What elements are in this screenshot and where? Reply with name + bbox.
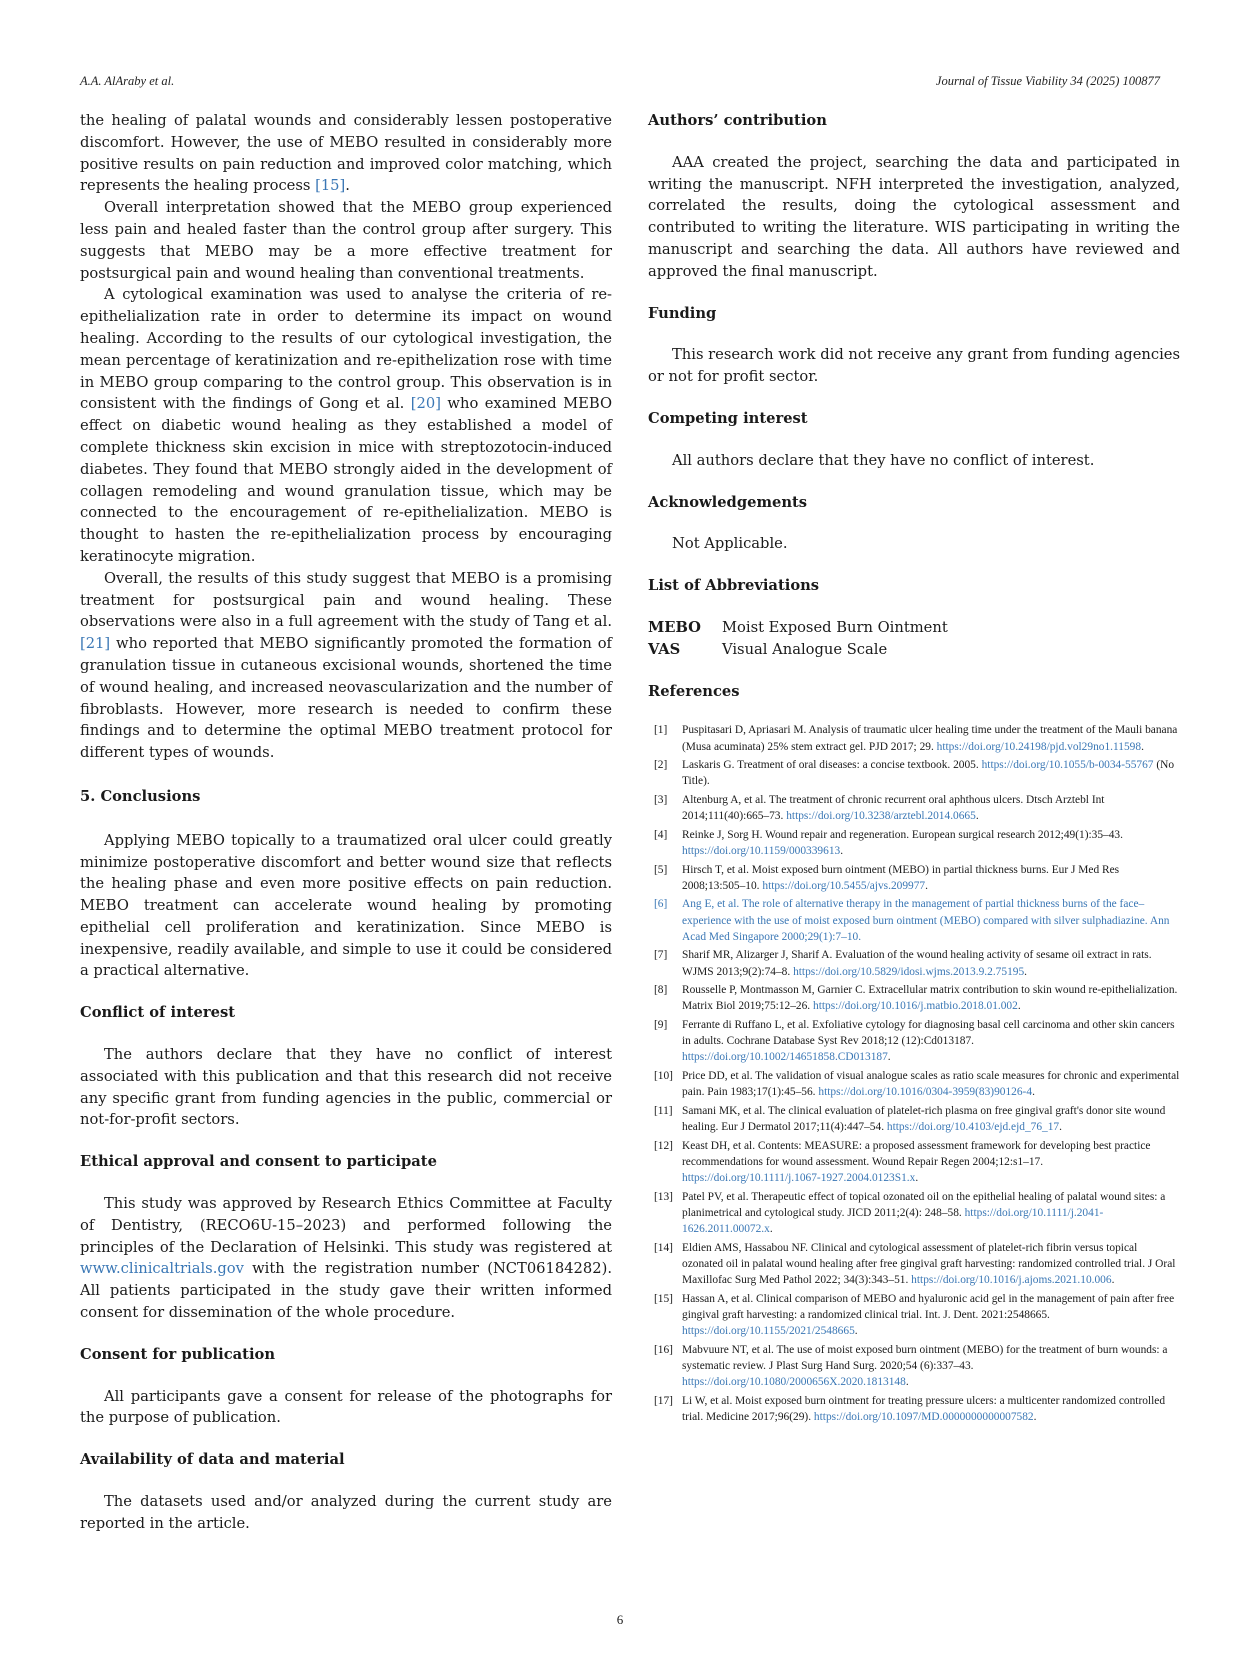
reference-text: Mabvuure NT, et al. The use of moist exposed burn ointment (MEBO) for the treatment of burn wounds: a systematic review. J Plast Surg Hand Surg. 2020;54 (6):337–43. — [682, 1343, 1168, 1372]
reference-list — [648, 722, 1180, 1425]
paragraph: All authors declare that they have no conflict of interest. — [672, 451, 1095, 469]
reference-number: [2] — [654, 759, 668, 772]
page-number: 6 — [616, 1612, 624, 1627]
reference-item — [648, 1393, 1180, 1425]
doi-link[interactable]: https://doi.org/10.1111/j.1067-1927.2004.0123S1.x — [682, 1171, 916, 1184]
reference-tail: . — [905, 1375, 909, 1388]
reference-number: [17] — [654, 1394, 673, 1407]
reference-tail: . — [1024, 965, 1028, 978]
abbreviation-list — [648, 617, 1180, 661]
reference-item — [648, 947, 1180, 979]
doi-link[interactable]: https://doi.org/10.1080/2000656X.2020.1813148 — [682, 1375, 906, 1388]
reference-item — [648, 1342, 1180, 1391]
paragraph-text: . — [345, 177, 350, 195]
reference-tail: . — [1017, 1000, 1021, 1013]
section-heading-consent: Consent for publication — [80, 1345, 275, 1363]
citation-link[interactable]: [20] — [410, 395, 441, 413]
reference-tail: . — [1141, 740, 1144, 753]
reference-text: Li W, et al. Moist exposed burn ointment for treating pressure ulcers: a multicenter randomized controlled trial. Medicine 2017;96(29). — [682, 1394, 1166, 1423]
section-heading-acknowledgements: Acknowledgements — [648, 493, 808, 511]
reference-number: [12] — [654, 1139, 673, 1152]
paragraph: Overall interpretation showed that the MEBO group experienced less pain and healed faster than the control group after surgery. This suggests that MEBO may be a more effective treatment for postsurgical pain and wound healing than conventional treatments. — [80, 199, 612, 282]
doi-link[interactable]: https://doi.org/10.1111/j.2041-1626.2011.00072.x — [682, 1206, 1104, 1235]
paragraph-text: with the registration number (NCT06184282). All patients participated in the study gave their written informed consent for dissemination of the whole procedure. — [80, 1260, 612, 1322]
citation-link[interactable]: [21] — [80, 635, 111, 653]
clinicaltrials-link[interactable]: www.clinicaltrials.gov — [80, 1260, 244, 1278]
doi-link[interactable]: https://doi.org/10.24198/pjd.vol29no1.11598 — [936, 740, 1142, 753]
paragraph-text: who reported that MEBO significantly promoted the formation of granulation tissue in cutaneous excisional wounds, shortened the time of wound healing, and increased neovascularization and the number of fibroblasts. However, more research is needed to confirm these findings and to determine the optimal MEBO treatment protocol for different types of wounds. — [80, 635, 612, 762]
reference-number: [5] — [654, 863, 668, 876]
reference-number: [3] — [654, 793, 668, 806]
reference-text: Hassan A, et al. Clinical comparison of MEBO and hyaluronic acid gel in the management of pain after free gingival graft harvesting: a randomized clinical trial. Int. J. Dent. 2021:2548665. — [682, 1292, 1175, 1321]
paragraph — [80, 568, 612, 764]
reference-item — [648, 1138, 1180, 1187]
reference-tail: . — [1059, 1120, 1062, 1133]
section-heading-references: References — [648, 682, 740, 700]
reference-text: Samani MK, et al. The clinical evaluation of platelet-rich plasma on free gingival graft's donor site wound healing. Eur J Dermatol 2017;11(4):447–54. — [682, 1104, 1166, 1133]
reference-tail: . — [854, 1324, 858, 1337]
reference-number: [9] — [654, 1018, 668, 1031]
section-heading-ethics: Ethical approval and consent to participate — [80, 1153, 437, 1171]
reference-number: [7] — [654, 949, 668, 962]
reference-number: [4] — [654, 828, 668, 841]
reference-tail: . — [1111, 1273, 1115, 1286]
reference-item — [648, 982, 1180, 1014]
reference-number: [10] — [654, 1069, 673, 1082]
doi-link[interactable]: https://doi.org/10.1055/b-0034-55767 — [981, 759, 1154, 772]
running-head — [80, 74, 1160, 94]
reference-tail: . — [1032, 1086, 1035, 1099]
paragraph: All participants gave a consent for release of the photographs for the purpose of publication. — [80, 1387, 612, 1427]
reference-number: [15] — [654, 1292, 673, 1305]
paragraph: Applying MEBO topically to a traumatized oral ulcer could greatly minimize postoperative discomfort and better wound size that reflects the healing phase and even more positive effects on pain reduction. MEBO treatment can accelerate wound healing by promoting epithelial cell proliferation and keratinization. Since MEBO is inexpensive, readily available, and simple to use it could be considered a practical alternative. — [80, 831, 612, 980]
paragraph: Not Applicable. — [672, 535, 788, 553]
paragraph — [80, 110, 612, 197]
doi-link[interactable]: https://doi.org/10.1016/0304-3959(83)90126-4 — [818, 1086, 1033, 1099]
reference-tail: (No Title). — [682, 759, 1175, 788]
abbreviation-definition: Visual Analogue Scale — [722, 640, 888, 658]
paragraph-text: who examined MEBO effect on diabetic wound healing as they established a model of complete thickness skin excision in mice with streptozotocin-induced diabetes. They found that MEBO strongly aided in the development of collagen remodeling and wound granulation tissue, which may be connected to the encouragement of re-epithelialization. MEBO is thought to hasten the re-epithelialization process by encouraging keratinocyte migration. — [80, 395, 612, 565]
reference-text: Altenburg A, et al. The treatment of chronic recurrent oral aphthous ulcers. Dtsch Arztebl Int 2014;111(40):665–73. — [682, 793, 1105, 823]
doi-link[interactable]: https://doi.org/10.1016/j.ajoms.2021.10.006 — [911, 1273, 1112, 1286]
reference-text: Ferrante di Ruffano L, et al. Exfoliative cytology for diagnosing basal cell carcinoma and other skin cancers in adults. Cochrane Database Syst Rev 2018;12 (12):Cd013187. — [682, 1018, 1175, 1048]
reference-item — [648, 792, 1180, 824]
reference-number: [6] — [654, 898, 668, 911]
reference-item — [648, 1240, 1180, 1289]
reference-item — [648, 757, 1180, 789]
reference-text: Puspitasari D, Apriasari M. Analysis of traumatic ulcer healing time under the treatment of the Mauli banana (Musa acuminata) 25% stem extract gel. PJD 2017; 29. — [682, 724, 1178, 753]
reference-tail: . — [840, 844, 844, 857]
doi-link[interactable]: https://doi.org/10.1159/000339613 — [682, 844, 841, 857]
reference-item — [648, 896, 1180, 945]
reference-item — [648, 1017, 1180, 1066]
reference-tail: . — [915, 1171, 919, 1184]
reference-tail: . — [975, 810, 979, 823]
section-heading-funding: Funding — [648, 304, 717, 322]
doi-link[interactable]: https://doi.org/10.1002/14651858.CD013187 — [682, 1051, 888, 1064]
reference-text[interactable]: Ang E, et al. The role of alternative therapy in the management of partial thickness burns of the face–experience with the use of moist exposed burn ointment (MEBO) compared with silver sulphadiazine. Ann Acad Med Singapore 2000;29(1):7–10. — [682, 898, 1170, 943]
running-head-authors: A.A. AlAraby et al. — [80, 74, 175, 88]
section-heading-abbreviations: List of Abbreviations — [648, 577, 820, 595]
reference-item — [648, 1068, 1180, 1100]
paragraph: The datasets used and/or analyzed during the current study are reported in the article. — [80, 1493, 612, 1532]
reference-text: Rousselle P, Montmasson M, Garnier C. Extracellular matrix contribution to skin wound re-epithelialization. Matrix Biol 2019;75:12–26. — [682, 984, 1178, 1013]
section-heading-conflict: Conflict of interest — [80, 1004, 236, 1022]
reference-text: Patel PV, et al. Therapeutic effect of topical ozonated oil on the epithelial healing of palatal wound sites: a planimetrical and cytological study. JICD 2011;2(4): 248–58. — [682, 1190, 1166, 1219]
reference-number: [16] — [654, 1343, 673, 1356]
reference-number: [1] — [654, 724, 668, 737]
section-heading-contribution: Authors’ contribution — [648, 112, 827, 129]
reference-number: [13] — [654, 1190, 673, 1203]
reference-tail: . — [1033, 1410, 1037, 1423]
reference-tail: . — [925, 879, 928, 892]
doi-link[interactable]: https://doi.org/10.3238/arztebl.2014.0665 — [786, 810, 976, 823]
reference-number: [8] — [654, 984, 668, 997]
abbreviation-definition: Moist Exposed Burn Ointment — [722, 618, 948, 636]
reference-tail: . — [769, 1222, 773, 1235]
reference-text: Sharif MR, Alizarger J, Sharif A. Evaluation of the wound healing activity of sesame oil extract in rats. WJMS 2013;9(2):74–8. — [682, 949, 1152, 978]
reference-item — [648, 1189, 1180, 1238]
left-column — [80, 110, 612, 1535]
reference-text: Keast DH, et al. Contents: MEASURE: a proposed assessment framework for developing best practice recommendations for wound assessment. Wound Repair Regen 2004;12:s1–17. — [682, 1139, 1151, 1168]
paragraph-text: A cytological examination was used to analyse the criteria of re-epithelialization rate in order to determine its impact on wound healing. According to the results of our cytological investigation, the mean percentage of keratinization and re-epithelization rose with time in MEBO group comparing to the control group. This observation is in consistent with the findings of Gong et al. — [80, 286, 612, 413]
citation-link[interactable]: [15] — [315, 177, 346, 195]
section-heading-availability: Availability of data and material — [80, 1451, 345, 1469]
reference-item — [648, 1291, 1180, 1340]
doi-link[interactable]: https://doi.org/10.1016/j.matbio.2018.01.002 — [813, 1000, 1018, 1013]
reference-item — [648, 827, 1180, 859]
reference-text: Price DD, et al. The validation of visual analogue scales as ratio scale measures for chronic and experimental pain. Pain 1983;17(1):45–56. — [682, 1069, 1180, 1099]
paragraph-text: This study was approved by Research Ethics Committee at Faculty of Dentistry, (RECO6U-15–2023) and performed following the principles of the Declaration of Helsinki. This study was registered at — [80, 1195, 612, 1256]
abbreviation-term: MEBO — [648, 618, 701, 636]
abbreviation-term: VAS — [648, 640, 681, 658]
doi-link[interactable]: https://doi.org/10.4103/ejd.ejd_76_17 — [886, 1120, 1060, 1133]
paragraph: The authors declare that they have no conflict of interest associated with this publication and that this research did not receive any specific grant from funding agencies in the public, commercial or not-for-profit sectors. — [80, 1046, 612, 1129]
paragraph — [80, 284, 612, 567]
paragraph: AAA created the project, searching the data and participated in writing the manuscript. NFH interpreted the investigation, analyzed, correlated the results, doing the cytological assessment and contributed to writing the literature. WIS participating in writing the manuscript and searching the data. All authors have reviewed and approved the final manuscript. — [648, 153, 1180, 280]
reference-number: [11] — [654, 1104, 673, 1117]
reference-item — [648, 862, 1180, 894]
reference-item — [648, 1103, 1180, 1135]
paragraph: This research work did not receive any grant from funding agencies or not for profit sector. — [648, 346, 1181, 386]
reference-text: Eldien AMS, Hassabou NF. Clinical and cytological assessment of platelet-rich fibrin versus topical ozonated oil in palatal wound healing after free gingival graft harvesting: randomized controlled trial. J Oral Maxillofac Surg Med Pathol 2022; 34(3):343–51. — [682, 1241, 1176, 1286]
paragraph-text: Overall, the results of this study suggest that MEBO is a promising treatment for postsurgical pain and wound healing. These observations were also in a full agreement with the study of Tang et al. — [80, 569, 612, 631]
doi-link[interactable]: https://doi.org/10.5455/ajvs.209977 — [762, 879, 926, 892]
section-heading-conclusions: 5. Conclusions — [80, 787, 201, 805]
reference-item — [648, 722, 1180, 754]
right-column — [648, 110, 1180, 1427]
paragraph — [80, 1193, 612, 1324]
reference-number: [14] — [654, 1241, 673, 1254]
running-head-journal: Journal of Tissue Viability 34 (2025) 100877 — [935, 74, 1160, 88]
reference-text: Hirsch T, et al. Moist exposed burn ointment (MEBO) in partial thickness burns. Eur J Med Res 2008;13:505–10. — [682, 863, 1120, 892]
reference-text: Reinke J, Sorg H. Wound repair and regeneration. European surgical research 2012;49(1):35–43. — [682, 828, 1123, 841]
doi-link[interactable]: https://doi.org/10.5829/idosi.wjms.2013.9.2.75195 — [793, 965, 1025, 978]
paragraph-text: the healing of palatal wounds and considerably lessen postoperative discomfort. However, the use of MEBO resulted in considerably more positive results on pain reduction and improved color matching, which represents the healing process — [80, 112, 612, 195]
doi-link[interactable]: https://doi.org/10.1155/2021/2548665 — [682, 1324, 855, 1337]
reference-text: Laskaris G. Treatment of oral diseases: a concise textbook. 2005. — [682, 759, 982, 772]
reference-tail: . — [887, 1051, 891, 1064]
section-heading-competing: Competing interest — [648, 409, 808, 427]
doi-link[interactable]: https://doi.org/10.1097/MD.0000000000007582 — [813, 1410, 1034, 1423]
